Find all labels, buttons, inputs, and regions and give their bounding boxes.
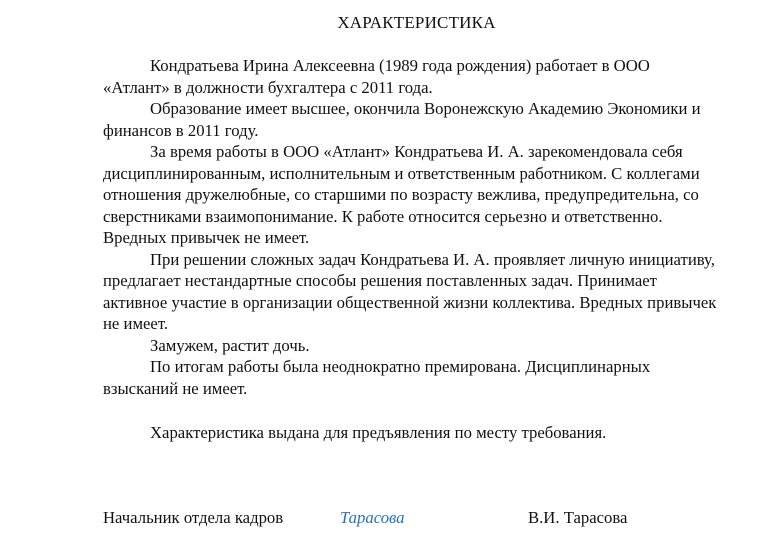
paragraph-awards: По итогам работы была неоднократно премирована. Дисциплинарных взысканий не имеет. [103, 357, 651, 398]
document-body [103, 55, 718, 399]
signatory-position: Начальник отдела кадров [103, 508, 284, 527]
paragraph-family: Замужем, растит дочь. [150, 335, 310, 355]
document-title: ХАРАКТЕРИСТИКА [337, 13, 496, 32]
closing-statement: Характеристика выдана для предъявления по месту требования. [150, 423, 607, 442]
paragraph-work-qualities: За время работы в ООО «Атлант» Кондратьева И. А. зарекомендовала себя дисциплинированным, исполнительным и ответственным работником. С коллегами отношения дружелюбные, со старшими по возрасту вежлива, предупредительна, со сверстниками взаимопонимание. К работе относится серьезно и ответственно. Вредных привычек не имеет. [103, 142, 700, 247]
paragraph-education: Образование имеет высшее, окончила Воронежскую Академию Экономики и финансов в 2011 году. [103, 99, 701, 140]
paragraph-initiative: При решении сложных задач Кондратьева И. А. проявляет личную инициативу, предлагает нестандартные способы решения поставленных задач. Принимает активное участие в организации общественной жизни коллектива. Вредных привычек не имеет. [103, 249, 717, 333]
handwritten-signature: Тарасова [340, 508, 405, 527]
paragraph-employment: Кондратьева Ирина Алексеевна (1989 года рождения) работает в ООО «Атлант» в должности бухгалтера с 2011 года. [103, 56, 650, 97]
signatory-name: В.И. Тарасова [528, 508, 628, 527]
